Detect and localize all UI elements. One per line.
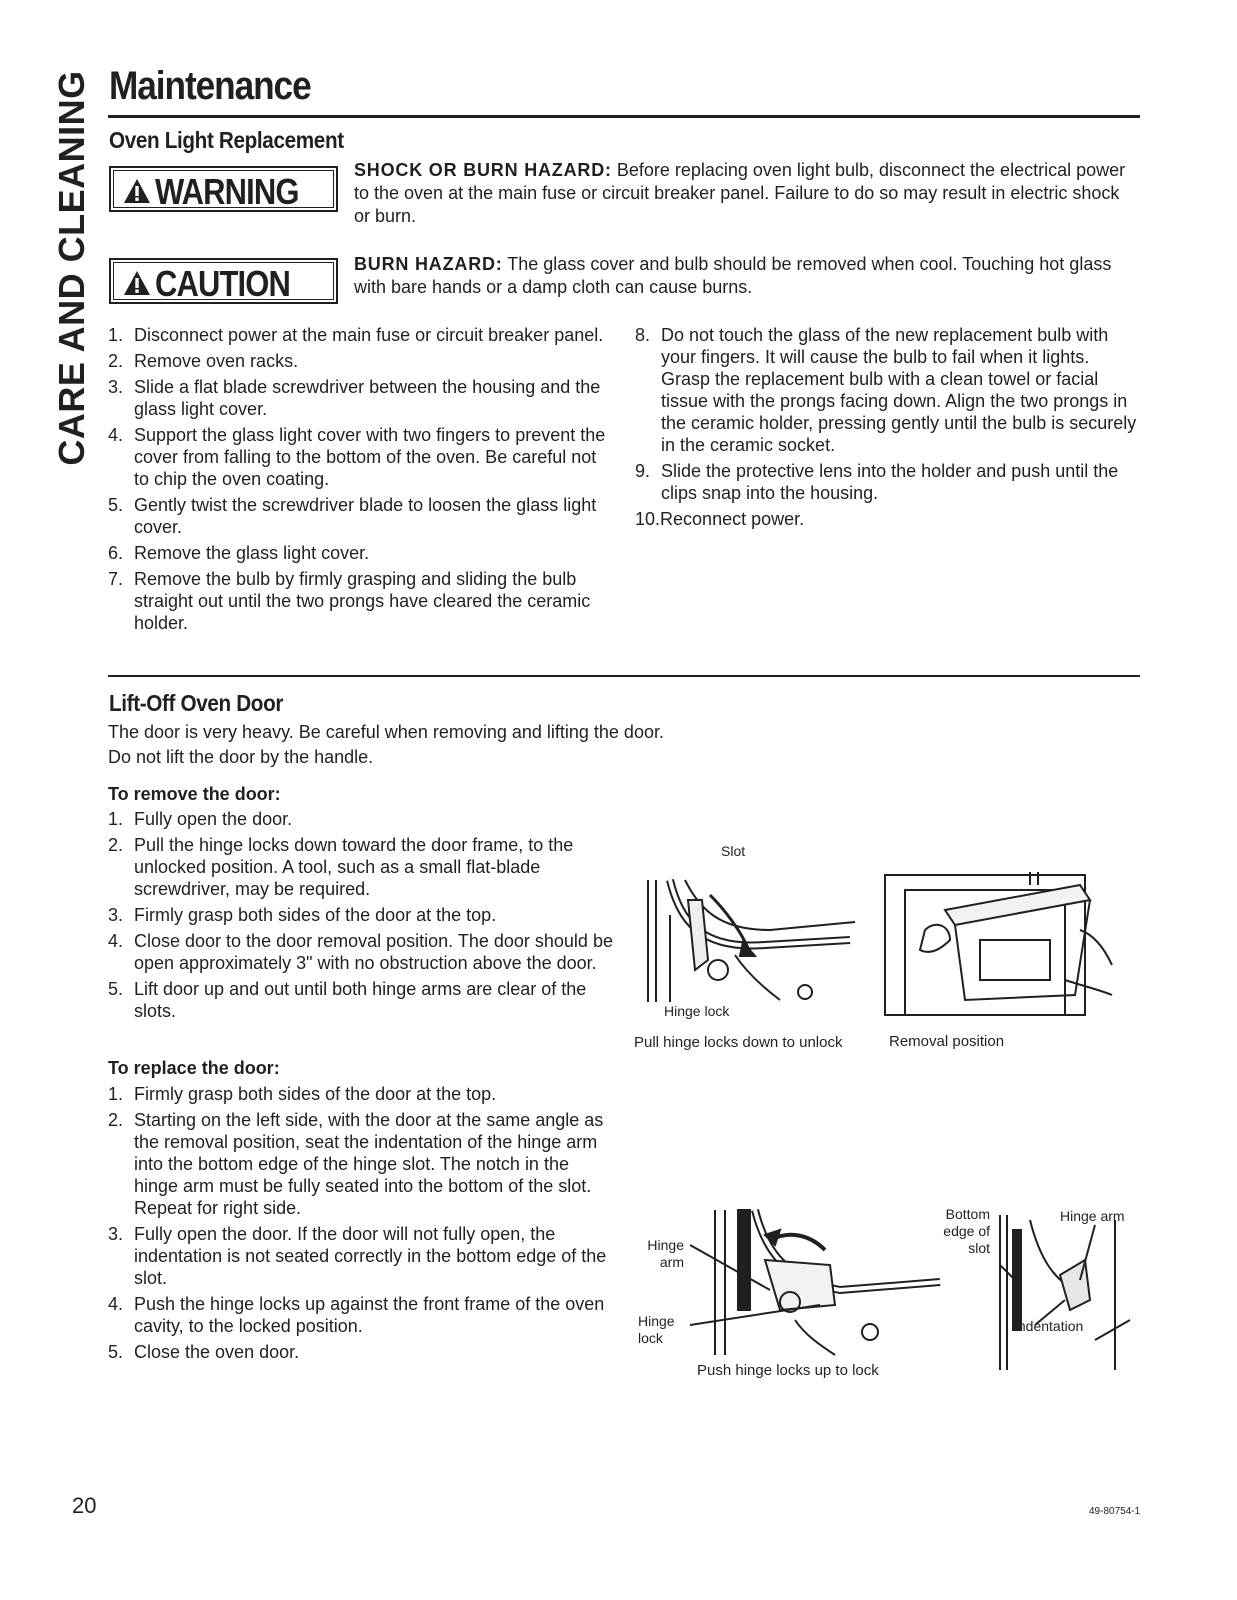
list-item: 8. Do not touch the glass of the new replacement bulb with your fingers. It will cause the bulb to fail when it lights. Grasp the replacement bulb with a clean towel or facial tissue with the prongs facing down. Align the two prongs in the ceramic holder, pressing gently until the bulb is securely in the ceramic socket.	[635, 325, 1137, 455]
remove-door-steps	[108, 808, 613, 1026]
section-heading-door: Lift-Off Oven Door	[109, 690, 284, 716]
fig1-caption: Pull hinge locks down to unlock	[634, 1034, 843, 1051]
page-title: Maintenance	[109, 64, 311, 108]
bottom-edge-illustration	[995, 1200, 1135, 1375]
warning-label: WARNING	[155, 171, 299, 212]
caution-text-block	[354, 253, 1140, 299]
hinge-lock-illustration	[690, 1200, 950, 1360]
section-heading-oven-light: Oven Light Replacement	[109, 127, 344, 153]
caution-triangle-icon	[123, 270, 151, 296]
fig1-hinge-lock-label: Hinge lock	[664, 1003, 730, 1019]
warning-text: Before replacing oven light bulb, disconnect the electrical power to the oven at the main fuse or circuit breaker panel. Failure to do so may result in electric shock or burn.	[354, 160, 1126, 226]
replace-door-heading: To replace the door:	[108, 1058, 280, 1078]
warning-triangle-icon	[123, 178, 151, 204]
list-item: 3. Fully open the door. If the door will not fully open, the indentation is not seated correctly in the bottom edge of the slot.	[108, 1224, 607, 1288]
list-item: 4. Close door to the door removal position. The door should be open approximately 3" with no obstruction above the door.	[108, 931, 613, 973]
list-item: 1. Disconnect power at the main fuse or circuit breaker panel.	[108, 325, 604, 345]
oven-light-steps-right	[635, 324, 1140, 534]
fig2-caption: Removal position	[889, 1033, 1005, 1050]
list-item: 3. Firmly grasp both sides of the door at the top.	[108, 905, 497, 925]
title-rule	[108, 115, 1140, 118]
list-item: 3. Slide a flat blade screwdriver between the housing and the glass light cover.	[108, 377, 601, 419]
list-item: 5. Close the oven door.	[108, 1342, 300, 1362]
list-item: 2. Remove oven racks.	[108, 351, 299, 371]
warning-label-box	[109, 166, 338, 212]
fig4-indentation-label: Indentation	[1014, 1318, 1084, 1334]
fig3-hinge-arm-label: Hinge arm	[647, 1237, 684, 1270]
fig3-hinge-lock-label: Hinge lock	[638, 1313, 675, 1346]
section-divider	[108, 675, 1140, 677]
list-item: 5. Lift door up and out until both hinge arms are clear of the slots.	[108, 979, 587, 1021]
side-tab-label: CARE AND CLEANING	[51, 70, 92, 466]
list-item: 4. Support the glass light cover with two fingers to prevent the cover from falling to the bottom of the oven. Be careful not to chip the oven coating.	[108, 425, 606, 489]
caution-label-box	[109, 258, 338, 304]
list-item: 1. Firmly grasp both sides of the door at the top.	[108, 1084, 497, 1104]
fig4-bottom-edge-label: Bottom edge of slot	[943, 1206, 990, 1256]
oven-light-steps-left	[108, 324, 613, 638]
document-code: 49-80754-1	[1089, 1506, 1141, 1517]
door-intro-2: Do not lift the door by the handle.	[108, 747, 374, 767]
list-item: 4. Push the hinge locks up against the front frame of the oven cavity, to the locked position.	[108, 1294, 605, 1336]
hinge-unlock-illustration	[640, 860, 860, 1005]
list-item: 7. Remove the bulb by firmly grasping and sliding the bulb straight out until the two prongs have cleared the ceramic holder.	[108, 569, 591, 633]
list-item: 2. Starting on the left side, with the door at the same angle as the removal position, seat the indentation of the hinge arm into the bottom edge of the hinge slot. The notch in the hinge arm must be fully seated into the bottom of the slot. Repeat for right side.	[108, 1110, 604, 1218]
fig3-caption: Push hinge locks up to lock	[697, 1362, 879, 1379]
list-item: 10.Reconnect power.	[635, 509, 805, 529]
removal-position-illustration	[880, 870, 1115, 1020]
list-item: 1. Fully open the door.	[108, 809, 293, 829]
list-item: 6. Remove the glass light cover.	[108, 543, 370, 563]
fig1-slot-label: Slot	[721, 843, 746, 859]
warning-text-block	[354, 159, 1140, 228]
remove-door-heading: To remove the door:	[108, 784, 281, 804]
caution-lead: BURN HAZARD:	[354, 254, 503, 274]
list-item: 2. Pull the hinge locks down toward the door frame, to the unlocked position. A tool, such as a small flat-blade screwdriver, may be required.	[108, 835, 574, 899]
caution-label: CAUTION	[155, 263, 291, 304]
door-intro-1: The door is very heavy. Be careful when removing and lifting the door.	[108, 722, 664, 742]
warning-lead: SHOCK OR BURN HAZARD:	[354, 160, 612, 180]
fig4-hinge-arm-label: Hinge arm	[1060, 1208, 1125, 1224]
page-number: 20	[72, 1493, 97, 1518]
caution-text: The glass cover and bulb should be removed when cool. Touching hot glass with bare hands or a damp cloth can cause burns.	[354, 254, 1112, 297]
list-item: 9. Slide the protective lens into the holder and push until the clips snap into the housing.	[635, 461, 1119, 503]
replace-door-steps	[108, 1083, 613, 1367]
list-item: 5. Gently twist the screwdriver blade to loosen the glass light cover.	[108, 495, 597, 537]
